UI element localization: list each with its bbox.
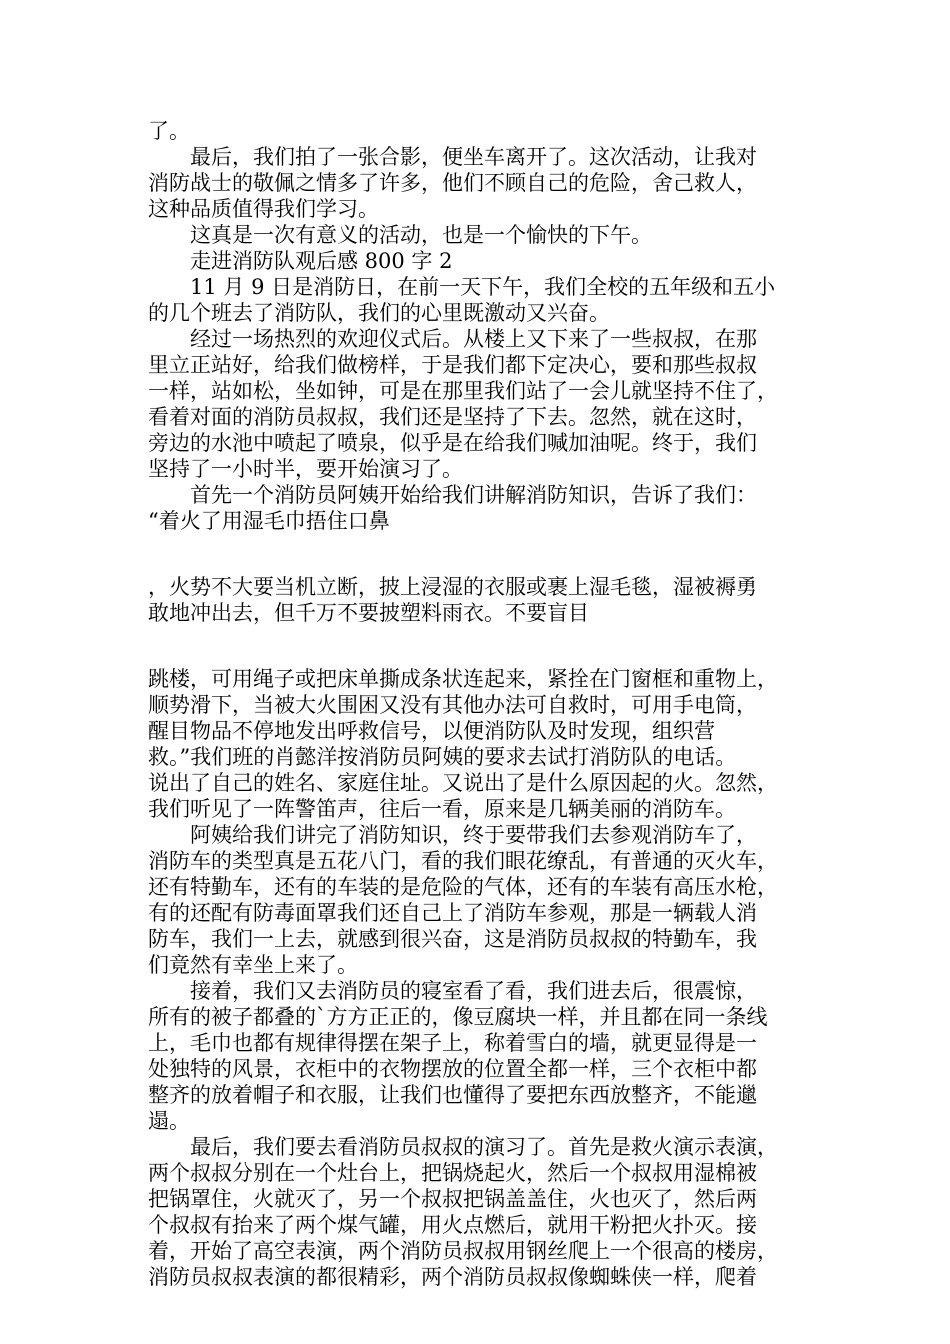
text-line: 这真是一次有意义的活动，也是一个愉快的下午。 [148, 223, 652, 247]
text-line: 把锅罩住，火就灭了，另一个叔叔把锅盖盖住，火也灭了，然后两 [148, 1187, 757, 1211]
text-line: 还有特勤车，还有的车装的是危险的气体，还有的车装有高压水枪， [148, 875, 778, 899]
text-line: 所有的被子都叠的`方方正正的，像豆腐块一样，并且都在同一条线 [148, 1005, 768, 1029]
text-line: 阿姨给我们讲完了消防知识，终于要带我们去参观消防车了， [148, 823, 757, 847]
text-line: 顺势滑下，当被大火围困又没有其他办法可自救时，可用手电筒， [148, 693, 757, 717]
section-heading: 走进消防队观后感 800 字 2 [148, 249, 453, 273]
text-line: 处独特的风景，衣柜中的衣物摆放的位置全都一样，三个衣柜中都 [148, 1057, 757, 1081]
text-line: “着火了用湿毛巾捂住口鼻 [148, 509, 390, 533]
text-line: 防车，我们一上去，就感到很兴奋，这是消防员叔叔的特勤车，我 [148, 927, 757, 951]
text-line: 了。 [148, 119, 190, 143]
text-line: 首先一个消防员阿姨开始给我们讲解消防知识，告诉了我们： [148, 483, 757, 507]
text-line: 们竟然有幸坐上来了。 [148, 953, 358, 977]
text-line: 两个叔叔分别在一个灶台上，把锅烧起火，然后一个叔叔用湿棉被 [148, 1161, 757, 1185]
text-line: 醒目物品不停地发出呼救信号，以便消防队及时发现，组织营 [148, 719, 715, 743]
text-line: 着，开始了高空表演，两个消防员叔叔用钢丝爬上一个很高的楼房， [148, 1239, 778, 1263]
text-line: 一样，站如松，坐如钟，可是在那里我们站了一会儿就坚持不住了， [148, 379, 778, 403]
text-line: 有的还配有防毒面罩我们还自己上了消防车参观，那是一辆载人消 [148, 901, 757, 925]
blank-gap [148, 534, 828, 574]
text-line: 这种品质值得我们学习。 [148, 197, 379, 221]
text-line: 说出了自己的姓名、家庭住址。又说出了是什么原因起的火。忽然， [148, 771, 778, 795]
text-line: 上，毛巾也都有规律得摆在架子上，称着雪白的墙，就更显得是一 [148, 1031, 757, 1055]
blank-gap [148, 626, 828, 666]
text-line: 消防员叔叔表演的都很精彩，两个消防员叔叔像蜘蛛侠一样，爬着 [148, 1265, 757, 1289]
text-line: 消防战士的敬佩之情多了许多，他们不顾自己的危险，舍己救人， [148, 171, 757, 195]
text-line: 11 月 9 日是消防日，在前一天下午，我们全校的五年级和五小 [148, 275, 776, 299]
document-body [148, 118, 828, 1290]
text-line: 经过一场热烈的欢迎仪式后。从楼上又下来了一些叔叔，在那 [148, 327, 757, 351]
text-line: 整齐的放着帽子和衣服，让我们也懂得了要把东西放整齐，不能邋 [148, 1083, 757, 1107]
text-line: 遢。 [148, 1109, 190, 1133]
text-line: 救。”我们班的肖懿洋按消防员阿姨的要求去试打消防队的电话。 [148, 745, 737, 769]
text-line: 坚持了一小时半，要开始演习了。 [148, 457, 463, 481]
text-line: 里立正站好，给我们做榜样，于是我们都下定决心，要和那些叔叔 [148, 353, 757, 377]
text-line: 我们听见了一阵警笛声，往后一看，原来是几辆美丽的消防车。 [148, 797, 736, 821]
text-line: 敢地冲出去，但千万不要披塑料雨衣。不要盲目 [148, 601, 589, 625]
text-line: 个叔叔有抬来了两个煤气罐，用火点燃后，就用干粉把火扑灭。接 [148, 1213, 757, 1237]
text-line: 消防车的类型真是五花八门，看的我们眼花缭乱，有普通的灭火车， [148, 849, 778, 873]
text-line: 旁边的水池中喷起了喷泉，似乎是在给我们喊加油呢。终于，我们 [148, 431, 757, 455]
text-line: 最后，我们要去看消防员叔叔的演习了。首先是救火演示表演， [148, 1135, 778, 1159]
text-line: 的几个班去了消防队，我们的心里既激动又兴奋。 [148, 301, 610, 325]
text-line: 看着对面的消防员叔叔，我们还是坚持了下去。忽然，就在这时， [148, 405, 757, 429]
text-line: 最后，我们拍了一张合影，便坐车离开了。这次活动，让我对 [148, 145, 757, 169]
text-line: ，火势不大要当机立断，披上浸湿的衣服或裹上湿毛毯，湿被褥勇 [148, 575, 757, 599]
text-line: 跳楼，可用绳子或把床单撕成条状连起来，紧拴在门窗框和重物上， [148, 667, 778, 691]
text-line: 接着，我们又去消防员的寝室看了看，我们进去后，很震惊， [148, 979, 757, 1003]
